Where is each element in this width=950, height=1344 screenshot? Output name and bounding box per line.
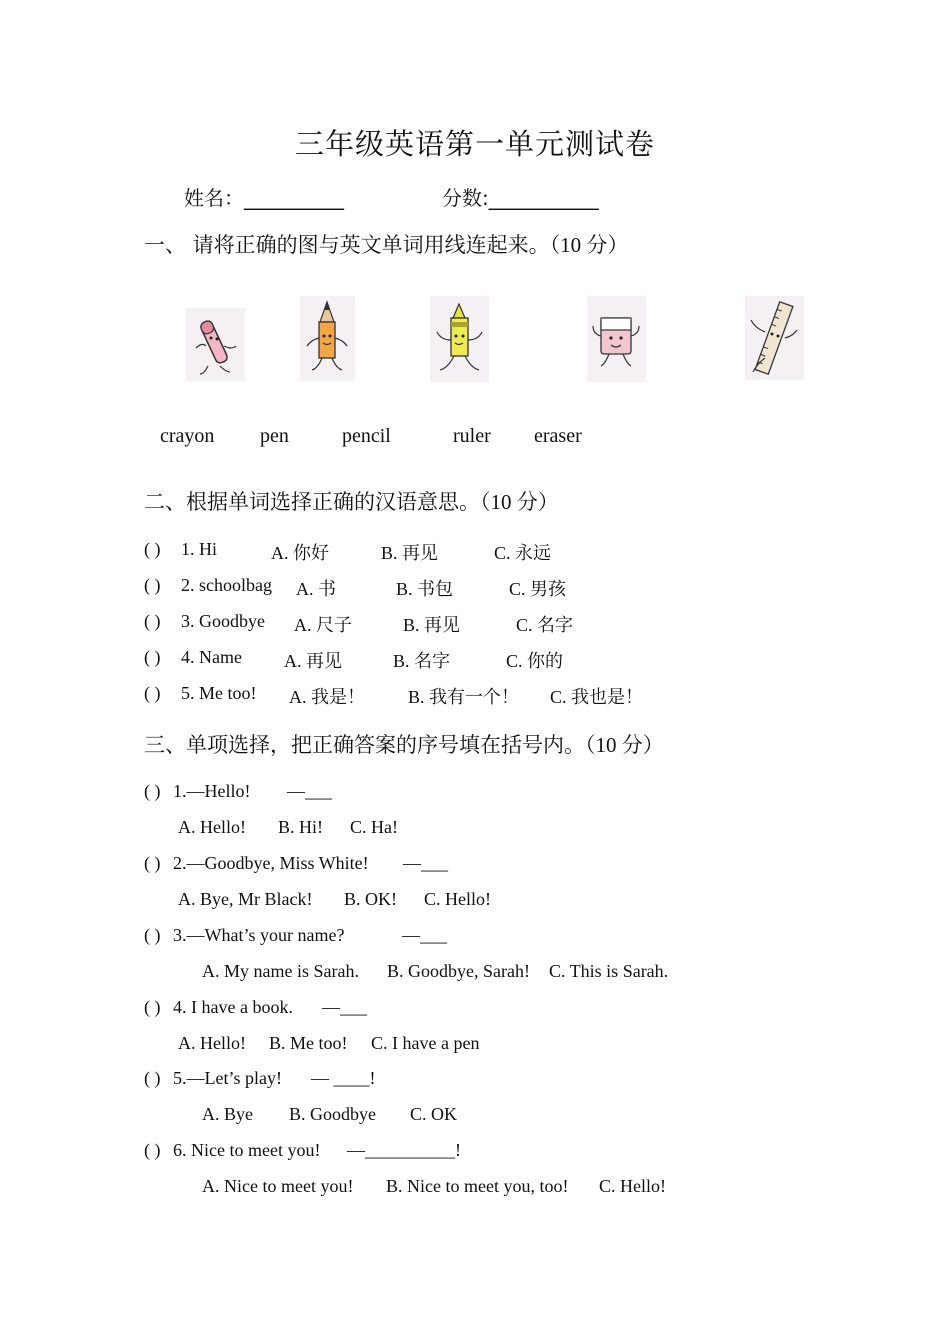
s3-answer-blank-2[interactable]: —___ (403, 853, 448, 873)
s3-option-b-2[interactable]: B. OK! (344, 889, 397, 909)
s3-option-b-4[interactable]: B. Me too! (269, 1033, 348, 1053)
s2-option-a-4[interactable]: A. 再见 (284, 651, 342, 671)
s2-stem-3: 3. Goodbye (181, 611, 265, 631)
s2-option-b-2[interactable]: B. 书包 (396, 579, 454, 599)
s2-option-a-1[interactable]: A. 你好 (271, 543, 329, 563)
pencil-picture[interactable] (300, 296, 355, 381)
s2-stem-2: 2. schoolbag (181, 575, 272, 595)
s3-option-a-4[interactable]: A. Hello! (178, 1033, 246, 1053)
word-pencil[interactable]: pencil (342, 425, 391, 447)
s2-option-b-3[interactable]: B. 再见 (403, 615, 461, 635)
word-pen[interactable]: pen (260, 425, 289, 447)
s2-option-c-3[interactable]: C. 名字 (516, 615, 574, 635)
s3-option-b-6[interactable]: B. Nice to meet you, too! (386, 1176, 569, 1196)
ruler-picture[interactable] (745, 296, 804, 380)
s3-option-c-2[interactable]: C. Hello! (424, 889, 491, 909)
s2-option-a-3[interactable]: A. 尺子 (294, 615, 352, 635)
s3-option-a-5[interactable]: A. Bye (202, 1104, 253, 1124)
s3-stem-1: 1.—Hello! (173, 781, 251, 801)
s2-option-a-5[interactable]: A. 我是！ (289, 687, 365, 707)
s2-stem-1: 1. Hi (181, 539, 217, 559)
s3-bracket-3[interactable]: ( ) (144, 925, 161, 945)
s3-option-c-4[interactable]: C. I have a pen (371, 1033, 480, 1053)
s3-option-b-5[interactable]: B. Goodbye (289, 1104, 376, 1124)
s2-bracket-4[interactable]: ( ) (144, 647, 161, 667)
eraser-picture[interactable] (587, 296, 646, 382)
pen-icon (186, 308, 245, 381)
section2-title: 二、根据单词选择正确的汉语意思。 (144, 490, 480, 514)
name-label: 姓名： (184, 186, 244, 210)
word-ruler[interactable]: ruler (453, 425, 491, 447)
s2-bracket-5[interactable]: ( ) (144, 683, 161, 703)
score-blank: ___________ (488, 186, 599, 210)
s3-option-b-3[interactable]: B. Goodbye, Sarah! (387, 961, 530, 981)
s3-option-c-3[interactable]: C. This is Sarah. (549, 961, 669, 981)
s3-answer-blank-6[interactable]: —__________! (347, 1140, 461, 1160)
s3-bracket-6[interactable]: ( ) (144, 1140, 161, 1160)
s2-option-b-5[interactable]: B. 我有一个！ (408, 687, 520, 707)
word-eraser[interactable]: eraser (534, 425, 582, 447)
s2-option-b-1[interactable]: B. 再见 (381, 543, 439, 563)
s2-bracket-2[interactable]: ( ) (144, 575, 161, 595)
s2-stem-5: 5. Me too! (181, 683, 257, 703)
s3-bracket-4[interactable]: ( ) (144, 997, 161, 1017)
section3-points: （10 分） (585, 733, 664, 757)
s2-bracket-1[interactable]: ( ) (144, 539, 161, 559)
s3-bracket-2[interactable]: ( ) (144, 853, 161, 873)
s3-stem-5: 5.—Let’s play! (173, 1068, 282, 1088)
s3-bracket-1[interactable]: ( ) (144, 781, 161, 801)
s3-option-a-3[interactable]: A. My name is Sarah. (202, 961, 359, 981)
score-field[interactable] (442, 182, 599, 211)
section2-points: （10 分） (480, 490, 559, 514)
s3-option-a-2[interactable]: A. Bye, Mr Black! (178, 889, 313, 909)
section3-title: 三、单项选择，把正确答案的序号填在括号内。 (144, 733, 585, 757)
section3-heading (144, 729, 664, 759)
section2-heading (144, 486, 559, 516)
section1-title: 一、 请将正确的图与英文单词用线连起来。 (144, 233, 550, 257)
s3-option-c-5[interactable]: C. OK (410, 1104, 458, 1124)
crayon-icon (430, 296, 489, 382)
s2-option-c-2[interactable]: C. 男孩 (509, 579, 567, 599)
s3-option-a-6[interactable]: A. Nice to meet you! (202, 1176, 354, 1196)
s2-option-a-2[interactable]: A. 书 (296, 579, 336, 599)
crayon-picture[interactable] (430, 296, 489, 382)
s3-answer-blank-1[interactable]: —___ (287, 781, 332, 801)
s2-option-b-4[interactable]: B. 名字 (393, 651, 451, 671)
s3-answer-blank-3[interactable]: —___ (402, 925, 447, 945)
s3-stem-2: 2.—Goodbye, Miss White! (173, 853, 369, 873)
s3-option-c-6[interactable]: C. Hello! (599, 1176, 666, 1196)
s3-answer-blank-5[interactable]: — ____! (311, 1068, 376, 1088)
s3-stem-6: 6. Nice to meet you! (173, 1140, 321, 1160)
s3-option-b-1[interactable]: B. Hi! (278, 817, 323, 837)
pencil-icon (300, 296, 355, 381)
s2-option-c-4[interactable]: C. 你的 (506, 651, 564, 671)
s2-option-c-5[interactable]: C. 我也是！ (550, 687, 644, 707)
name-field[interactable] (184, 182, 344, 211)
eraser-icon (587, 296, 646, 382)
section1-points: （10 分） (549, 233, 629, 257)
section1-heading (144, 229, 628, 259)
name-blank: __________ (244, 186, 344, 210)
s2-option-c-1[interactable]: C. 永远 (494, 543, 552, 563)
s3-option-c-1[interactable]: C. Ha! (350, 817, 398, 837)
s3-stem-4: 4. I have a book. (173, 997, 293, 1017)
s2-bracket-3[interactable]: ( ) (144, 611, 161, 631)
s3-answer-blank-4[interactable]: —___ (322, 997, 367, 1017)
ruler-icon (745, 296, 804, 380)
s3-stem-3: 3.—What’s your name? (173, 925, 345, 945)
pen-picture[interactable] (186, 308, 245, 381)
s3-bracket-5[interactable]: ( ) (144, 1068, 161, 1088)
page-title: 三年级英语第一单元测试卷 (294, 127, 655, 161)
score-label: 分数: (442, 186, 489, 210)
s3-option-a-1[interactable]: A. Hello! (178, 817, 246, 837)
s2-stem-4: 4. Name (181, 647, 242, 667)
word-crayon[interactable]: crayon (160, 425, 215, 447)
